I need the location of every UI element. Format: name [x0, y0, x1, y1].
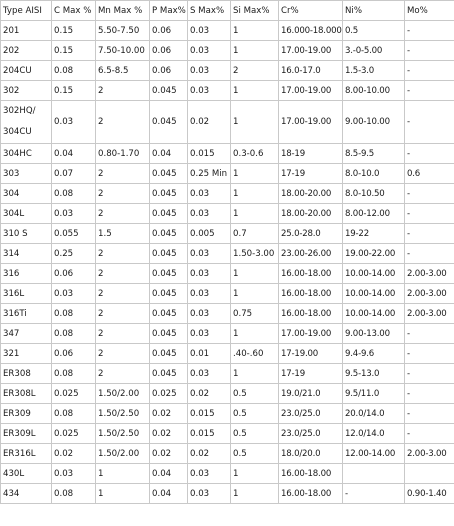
cell-type-aisi: 321	[1, 344, 52, 364]
cell-p-max: 0.06	[150, 21, 188, 41]
cell-cr: 16.00-18.00	[279, 284, 343, 304]
cell-mn-max: 1.50/2.00	[96, 384, 150, 404]
cell-mn-max: 1	[96, 464, 150, 484]
table-row	[1, 184, 454, 204]
cell-s-max: 0.03	[188, 21, 231, 41]
cell-ni: 19.00-22.00	[343, 244, 405, 264]
cell-mn-max: 2	[96, 264, 150, 284]
header-row	[1, 1, 454, 21]
cell-mo: -	[405, 41, 454, 61]
cell-type-aisi: ER308L	[1, 384, 52, 404]
cell-c-max: 0.08	[52, 364, 96, 384]
table-body	[1, 1, 454, 504]
cell-s-max: 0.02	[188, 101, 231, 144]
cell-type-aisi: 316Ti	[1, 304, 52, 324]
cell-si-max: 0.5	[231, 384, 279, 404]
cell-type-aisi: 204CU	[1, 61, 52, 81]
cell-p-max: 0.045	[150, 324, 188, 344]
cell-ni: 8.5-9.5	[343, 144, 405, 164]
cell-mn-max: 2	[96, 304, 150, 324]
cell-mo: -	[405, 21, 454, 41]
cell-p-max: 0.06	[150, 61, 188, 81]
table-row	[1, 101, 454, 144]
cell-s-max: 0.03	[188, 81, 231, 101]
cell-mo: -	[405, 101, 454, 144]
cell-cr: 17.00-19.00	[279, 81, 343, 101]
column-header-type-aisi: Type AISI	[1, 1, 52, 21]
table-row	[1, 304, 454, 324]
cell-si-max: 0.75	[231, 304, 279, 324]
cell-mn-max: 2	[96, 244, 150, 264]
cell-type-aisi: 201	[1, 21, 52, 41]
cell-s-max: 0.02	[188, 444, 231, 464]
cell-cr: 17-19	[279, 164, 343, 184]
cell-cr: 16.00-18.00	[279, 264, 343, 284]
cell-cr: 17.00-19.00	[279, 41, 343, 61]
column-header-p-max: P Max%	[150, 1, 188, 21]
cell-type-aisi: ER309L	[1, 424, 52, 444]
cell-mn-max: 2	[96, 204, 150, 224]
cell-p-max: 0.045	[150, 244, 188, 264]
cell-si-max: 1	[231, 484, 279, 504]
cell-c-max: 0.08	[52, 484, 96, 504]
cell-mn-max: 0.80-1.70	[96, 144, 150, 164]
table-row	[1, 164, 454, 184]
table-row	[1, 144, 454, 164]
cell-mo: 0.90-1.40	[405, 484, 454, 504]
cell-c-max: 0.15	[52, 41, 96, 61]
cell-ni: 9.5-13.0	[343, 364, 405, 384]
cell-c-max: 0.025	[52, 424, 96, 444]
cell-c-max: 0.06	[52, 344, 96, 364]
cell-s-max: 0.03	[188, 41, 231, 61]
table-row	[1, 364, 454, 384]
cell-c-max: 0.03	[52, 464, 96, 484]
cell-si-max: 1.50-3.00	[231, 244, 279, 264]
cell-c-max: 0.04	[52, 144, 96, 164]
cell-p-max: 0.06	[150, 41, 188, 61]
cell-si-max: 0.5	[231, 444, 279, 464]
table-row	[1, 284, 454, 304]
cell-si-max: 1	[231, 204, 279, 224]
cell-c-max: 0.03	[52, 101, 96, 144]
cell-si-max: 1	[231, 21, 279, 41]
cell-p-max: 0.045	[150, 284, 188, 304]
cell-p-max: 0.04	[150, 464, 188, 484]
cell-ni: 9.00-13.00	[343, 324, 405, 344]
cell-si-max: 1	[231, 364, 279, 384]
cell-type-aisi: 302	[1, 81, 52, 101]
cell-type-aisi: 434	[1, 484, 52, 504]
cell-p-max: 0.045	[150, 264, 188, 284]
cell-cr: 17-19.00	[279, 344, 343, 364]
cell-s-max: 0.015	[188, 144, 231, 164]
cell-mo: -	[405, 324, 454, 344]
cell-mn-max: 2	[96, 101, 150, 144]
cell-mn-max: 1.5	[96, 224, 150, 244]
cell-type-aisi: 316L	[1, 284, 52, 304]
cell-p-max: 0.02	[150, 404, 188, 424]
cell-mo: -	[405, 364, 454, 384]
cell-cr: 18.00-20.00	[279, 184, 343, 204]
cell-si-max: 1	[231, 284, 279, 304]
cell-si-max: 1	[231, 264, 279, 284]
cell-c-max: 0.08	[52, 61, 96, 81]
cell-cr: 16.000-18.000	[279, 21, 343, 41]
cell-mo: 2.00-3.00	[405, 264, 454, 284]
cell-mo	[405, 464, 454, 484]
cell-si-max: 1	[231, 101, 279, 144]
cell-mo: -	[405, 61, 454, 81]
cell-type-aisi: 304	[1, 184, 52, 204]
cell-mo: 0.6	[405, 164, 454, 184]
cell-ni: -	[343, 484, 405, 504]
cell-mo: -	[405, 344, 454, 364]
cell-c-max: 0.03	[52, 204, 96, 224]
cell-si-max: 0.5	[231, 424, 279, 444]
cell-type-aisi: 347	[1, 324, 52, 344]
cell-cr: 18-19	[279, 144, 343, 164]
column-header-mo: Mo%	[405, 1, 454, 21]
cell-p-max: 0.04	[150, 484, 188, 504]
cell-s-max: 0.03	[188, 204, 231, 224]
cell-mn-max: 1.50/2.00	[96, 444, 150, 464]
cell-ni: 9.00-10.00	[343, 101, 405, 144]
column-header-c-max: C Max %	[52, 1, 96, 21]
cell-mo: -	[405, 224, 454, 244]
cell-type-aisi: 304L	[1, 204, 52, 224]
cell-c-max: 0.055	[52, 224, 96, 244]
table-row	[1, 61, 454, 81]
cell-si-max: 1	[231, 324, 279, 344]
cell-si-max: 1	[231, 81, 279, 101]
table-row	[1, 344, 454, 364]
cell-cr: 23.0/25.0	[279, 424, 343, 444]
cell-type-aisi: 202	[1, 41, 52, 61]
cell-cr: 16.00-18.00	[279, 304, 343, 324]
cell-s-max: 0.03	[188, 244, 231, 264]
cell-type-aisi: ER309	[1, 404, 52, 424]
table-row	[1, 444, 454, 464]
cell-type-aisi: 430L	[1, 464, 52, 484]
cell-p-max: 0.045	[150, 224, 188, 244]
cell-mn-max: 6.5-8.5	[96, 61, 150, 81]
cell-c-max: 0.15	[52, 81, 96, 101]
cell-si-max: 1	[231, 464, 279, 484]
cell-s-max: 0.03	[188, 264, 231, 284]
table-row	[1, 464, 454, 484]
cell-p-max: 0.02	[150, 444, 188, 464]
column-header-si-max: Si Max%	[231, 1, 279, 21]
cell-s-max: 0.03	[188, 484, 231, 504]
cell-type-aisi: ER308	[1, 364, 52, 384]
cell-mn-max: 2	[96, 324, 150, 344]
cell-mn-max: 2	[96, 81, 150, 101]
cell-p-max: 0.045	[150, 101, 188, 144]
table-row	[1, 324, 454, 344]
table-row	[1, 204, 454, 224]
cell-ni	[343, 464, 405, 484]
cell-ni: 3.-0-5.00	[343, 41, 405, 61]
cell-s-max: 0.03	[188, 284, 231, 304]
cell-cr: 23.00-26.00	[279, 244, 343, 264]
cell-ni: 10.00-14.00	[343, 284, 405, 304]
cell-c-max: 0.15	[52, 21, 96, 41]
cell-type-aisi: 302HQ/ 304CU	[1, 101, 52, 144]
column-header-s-max: S Max%	[188, 1, 231, 21]
cell-type-aisi: 310 S	[1, 224, 52, 244]
cell-type-aisi: 303	[1, 164, 52, 184]
column-header-cr: Cr%	[279, 1, 343, 21]
cell-p-max: 0.045	[150, 344, 188, 364]
cell-mo: -	[405, 81, 454, 101]
table-row	[1, 81, 454, 101]
cell-cr: 16.00-18.00	[279, 464, 343, 484]
cell-c-max: 0.08	[52, 404, 96, 424]
cell-s-max: 0.25 Min	[188, 164, 231, 184]
cell-mn-max: 2	[96, 364, 150, 384]
cell-p-max: 0.025	[150, 384, 188, 404]
cell-cr: 17.00-19.00	[279, 101, 343, 144]
cell-s-max: 0.015	[188, 424, 231, 444]
table-row	[1, 404, 454, 424]
cell-ni: 1.5-3.0	[343, 61, 405, 81]
column-header-ni: Ni%	[343, 1, 405, 21]
cell-si-max: 1	[231, 41, 279, 61]
cell-c-max: 0.02	[52, 444, 96, 464]
cell-si-max: 0.5	[231, 404, 279, 424]
cell-s-max: 0.01	[188, 344, 231, 364]
cell-ni: 8.00-12.00	[343, 204, 405, 224]
cell-ni: 12.0/14.0	[343, 424, 405, 444]
cell-c-max: 0.08	[52, 304, 96, 324]
cell-cr: 16.00-18.00	[279, 484, 343, 504]
cell-ni: 9.5/11.0	[343, 384, 405, 404]
cell-mn-max: 7.50-10.00	[96, 41, 150, 61]
cell-mo: 2.00-3.00	[405, 444, 454, 464]
cell-c-max: 0.08	[52, 324, 96, 344]
cell-mn-max: 2	[96, 184, 150, 204]
cell-p-max: 0.045	[150, 184, 188, 204]
cell-mo: 2.00-3.00	[405, 304, 454, 324]
cell-cr: 18.0/20.0	[279, 444, 343, 464]
cell-mo: -	[405, 184, 454, 204]
cell-cr: 23.0/25.0	[279, 404, 343, 424]
cell-mn-max: 1.50/2.50	[96, 424, 150, 444]
cell-s-max: 0.02	[188, 384, 231, 404]
cell-mo: -	[405, 424, 454, 444]
cell-p-max: 0.045	[150, 304, 188, 324]
cell-c-max: 0.25	[52, 244, 96, 264]
cell-ni: 8.00-10.00	[343, 81, 405, 101]
cell-mn-max: 5.50-7.50	[96, 21, 150, 41]
cell-mn-max: 1.50/2.50	[96, 404, 150, 424]
table-row	[1, 21, 454, 41]
cell-si-max: .40-.60	[231, 344, 279, 364]
table-row	[1, 224, 454, 244]
cell-p-max: 0.045	[150, 164, 188, 184]
cell-ni: 20.0/14.0	[343, 404, 405, 424]
cell-type-aisi: 316	[1, 264, 52, 284]
cell-p-max: 0.045	[150, 204, 188, 224]
cell-s-max: 0.03	[188, 464, 231, 484]
cell-ni: 10.00-14.00	[343, 264, 405, 284]
cell-mo: -	[405, 384, 454, 404]
cell-cr: 25.0-28.0	[279, 224, 343, 244]
table-row	[1, 264, 454, 284]
cell-ni: 19-22	[343, 224, 405, 244]
cell-ni: 8.0-10.0	[343, 164, 405, 184]
cell-cr: 17.00-19.00	[279, 324, 343, 344]
cell-mo: -	[405, 204, 454, 224]
cell-cr: 18.00-20.00	[279, 204, 343, 224]
cell-si-max: 2	[231, 61, 279, 81]
table-row	[1, 41, 454, 61]
cell-c-max: 0.03	[52, 284, 96, 304]
cell-si-max: 0.7	[231, 224, 279, 244]
cell-type-aisi: 304HC	[1, 144, 52, 164]
cell-cr: 17-19	[279, 364, 343, 384]
cell-c-max: 0.07	[52, 164, 96, 184]
cell-s-max: 0.03	[188, 184, 231, 204]
cell-c-max: 0.025	[52, 384, 96, 404]
cell-mo: -	[405, 404, 454, 424]
cell-mo: 2.00-3.00	[405, 284, 454, 304]
cell-ni: 8.0-10.50	[343, 184, 405, 204]
cell-si-max: 1	[231, 164, 279, 184]
cell-ni: 10.00-14.00	[343, 304, 405, 324]
cell-ni: 0.5	[343, 21, 405, 41]
cell-mo: -	[405, 244, 454, 264]
cell-mn-max: 1	[96, 484, 150, 504]
cell-p-max: 0.04	[150, 144, 188, 164]
cell-type-aisi: 314	[1, 244, 52, 264]
cell-mn-max: 2	[96, 344, 150, 364]
cell-ni: 9.4-9.6	[343, 344, 405, 364]
cell-p-max: 0.02	[150, 424, 188, 444]
cell-cr: 19.0/21.0	[279, 384, 343, 404]
table-row	[1, 484, 454, 504]
cell-c-max: 0.08	[52, 184, 96, 204]
cell-cr: 16.0-17.0	[279, 61, 343, 81]
cell-s-max: 0.03	[188, 61, 231, 81]
table-row	[1, 424, 454, 444]
cell-mo: -	[405, 144, 454, 164]
cell-c-max: 0.06	[52, 264, 96, 284]
cell-mn-max: 2	[96, 164, 150, 184]
column-header-mn-max: Mn Max %	[96, 1, 150, 21]
cell-p-max: 0.045	[150, 81, 188, 101]
table-row	[1, 384, 454, 404]
table-row	[1, 244, 454, 264]
cell-s-max: 0.005	[188, 224, 231, 244]
cell-s-max: 0.03	[188, 324, 231, 344]
cell-s-max: 0.03	[188, 364, 231, 384]
cell-p-max: 0.045	[150, 364, 188, 384]
cell-mn-max: 2	[96, 284, 150, 304]
cell-si-max: 0.3-0.6	[231, 144, 279, 164]
cell-type-aisi: ER316L	[1, 444, 52, 464]
cell-s-max: 0.015	[188, 404, 231, 424]
cell-ni: 12.00-14.00	[343, 444, 405, 464]
cell-s-max: 0.03	[188, 304, 231, 324]
cell-si-max: 1	[231, 184, 279, 204]
